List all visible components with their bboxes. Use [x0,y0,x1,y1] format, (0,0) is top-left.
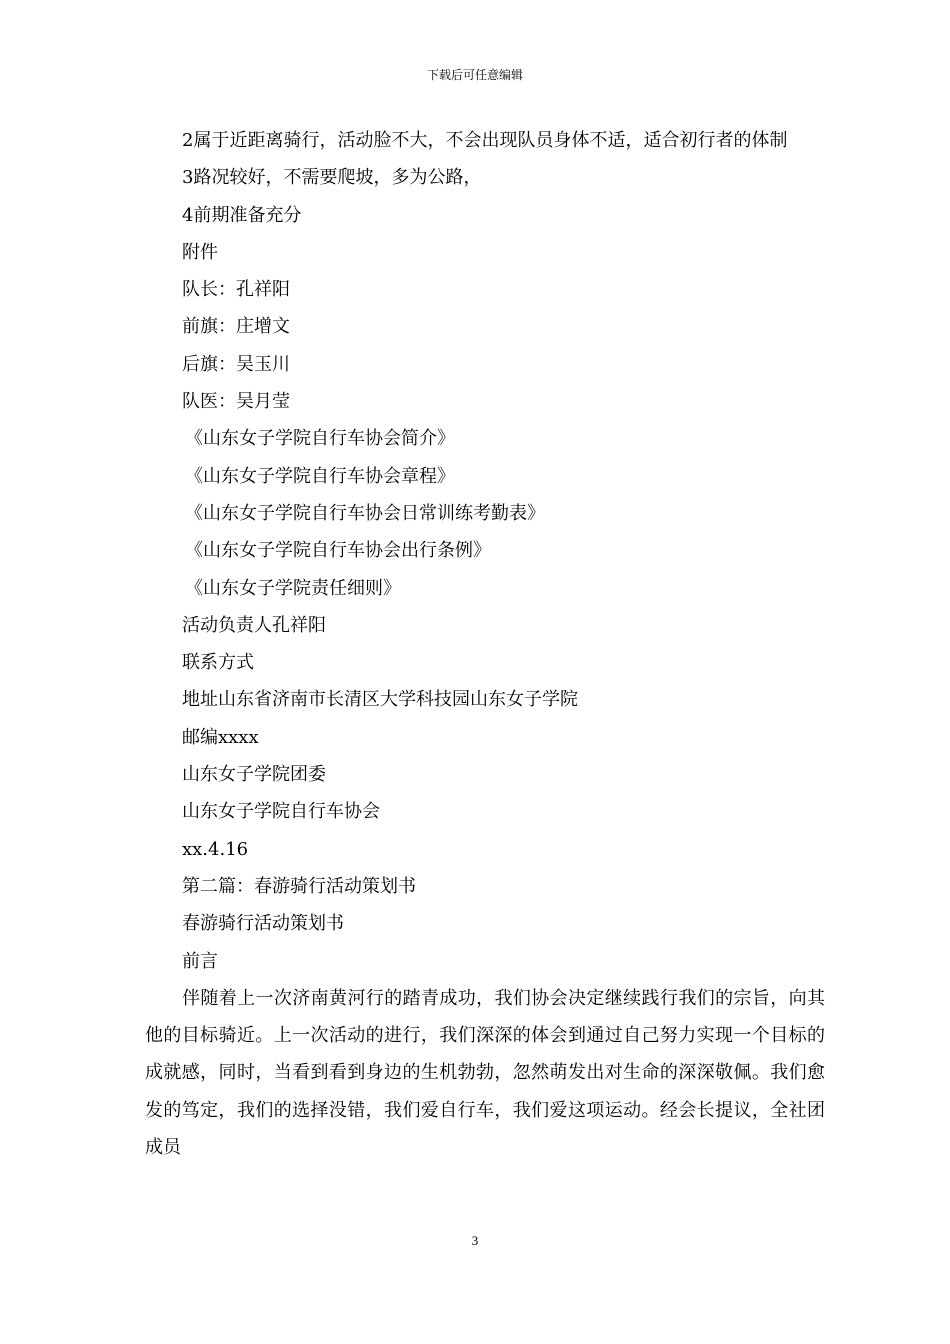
line-doc-intro: 《山东女子学院自行车协会简介》 [185,428,455,450]
line-plan-title: 春游骑行活动策划书 [182,913,344,935]
line-rear-flag: 后旗：吴玉川 [182,353,290,375]
line-bicycle-association: 山东女子学院自行车协会 [182,801,380,823]
line-captain: 队长：孔祥阳 [182,279,290,301]
line-address: 地址山东省济南市长清区大学科技园山东女子学院 [182,689,578,711]
line-attachments: 附件 [182,241,218,263]
line-person-in-charge: 活动负责人孔祥阳 [182,614,326,636]
document-body [145,122,825,1166]
line-date: xx.4.16 [182,838,249,860]
line-contact: 联系方式 [182,652,254,674]
line-doc-regulations: 《山东女子学院自行车协会出行条例》 [185,540,491,562]
line-road-condition: 3路况较好，不需要爬坡，多为公路， [182,167,482,189]
page-number: 3 [471,1233,479,1248]
paragraph-preface: 伴随着上一次济南黄河行的踏青成功，我们协会决定继续践行我们的宗旨，向其他的目标骑近。上一次活动的进行，我们深深的体会到通过自己努力实现一个目标的成就感，同时，当看到看到身边的生机勃勃，忽然萌发出对生命的深深敬佩。我们愈发的笃定，我们的选择没错，我们爱自行车，我们爱这项运动。经会长提议，全社团成员 [145,987,825,1159]
line-postcode: 邮编xxxx [182,726,259,748]
line-section-title: 第二篇：春游骑行活动策划书 [182,875,416,897]
line-doc-responsibility: 《山东女子学院责任细则》 [185,577,401,599]
line-doc-attendance: 《山东女子学院自行车协会日常训练考勤表》 [185,502,545,524]
line-doc-charter: 《山东女子学院自行车协会章程》 [185,465,455,487]
line-front-flag: 前旗：庄增文 [182,316,290,338]
line-league-committee: 山东女子学院团委 [182,764,326,786]
line-preface: 前言 [182,950,218,972]
paragraph-1: 2属于近距离骑行，活动脸不大，不会出现队员身体不适，适合初行者的体制 [182,130,788,151]
line-team-doctor: 队医：吴月莹 [182,391,290,413]
page-header: 下载后可任意编辑 [426,68,523,82]
line-preparation: 4前期准备充分 [182,204,302,226]
